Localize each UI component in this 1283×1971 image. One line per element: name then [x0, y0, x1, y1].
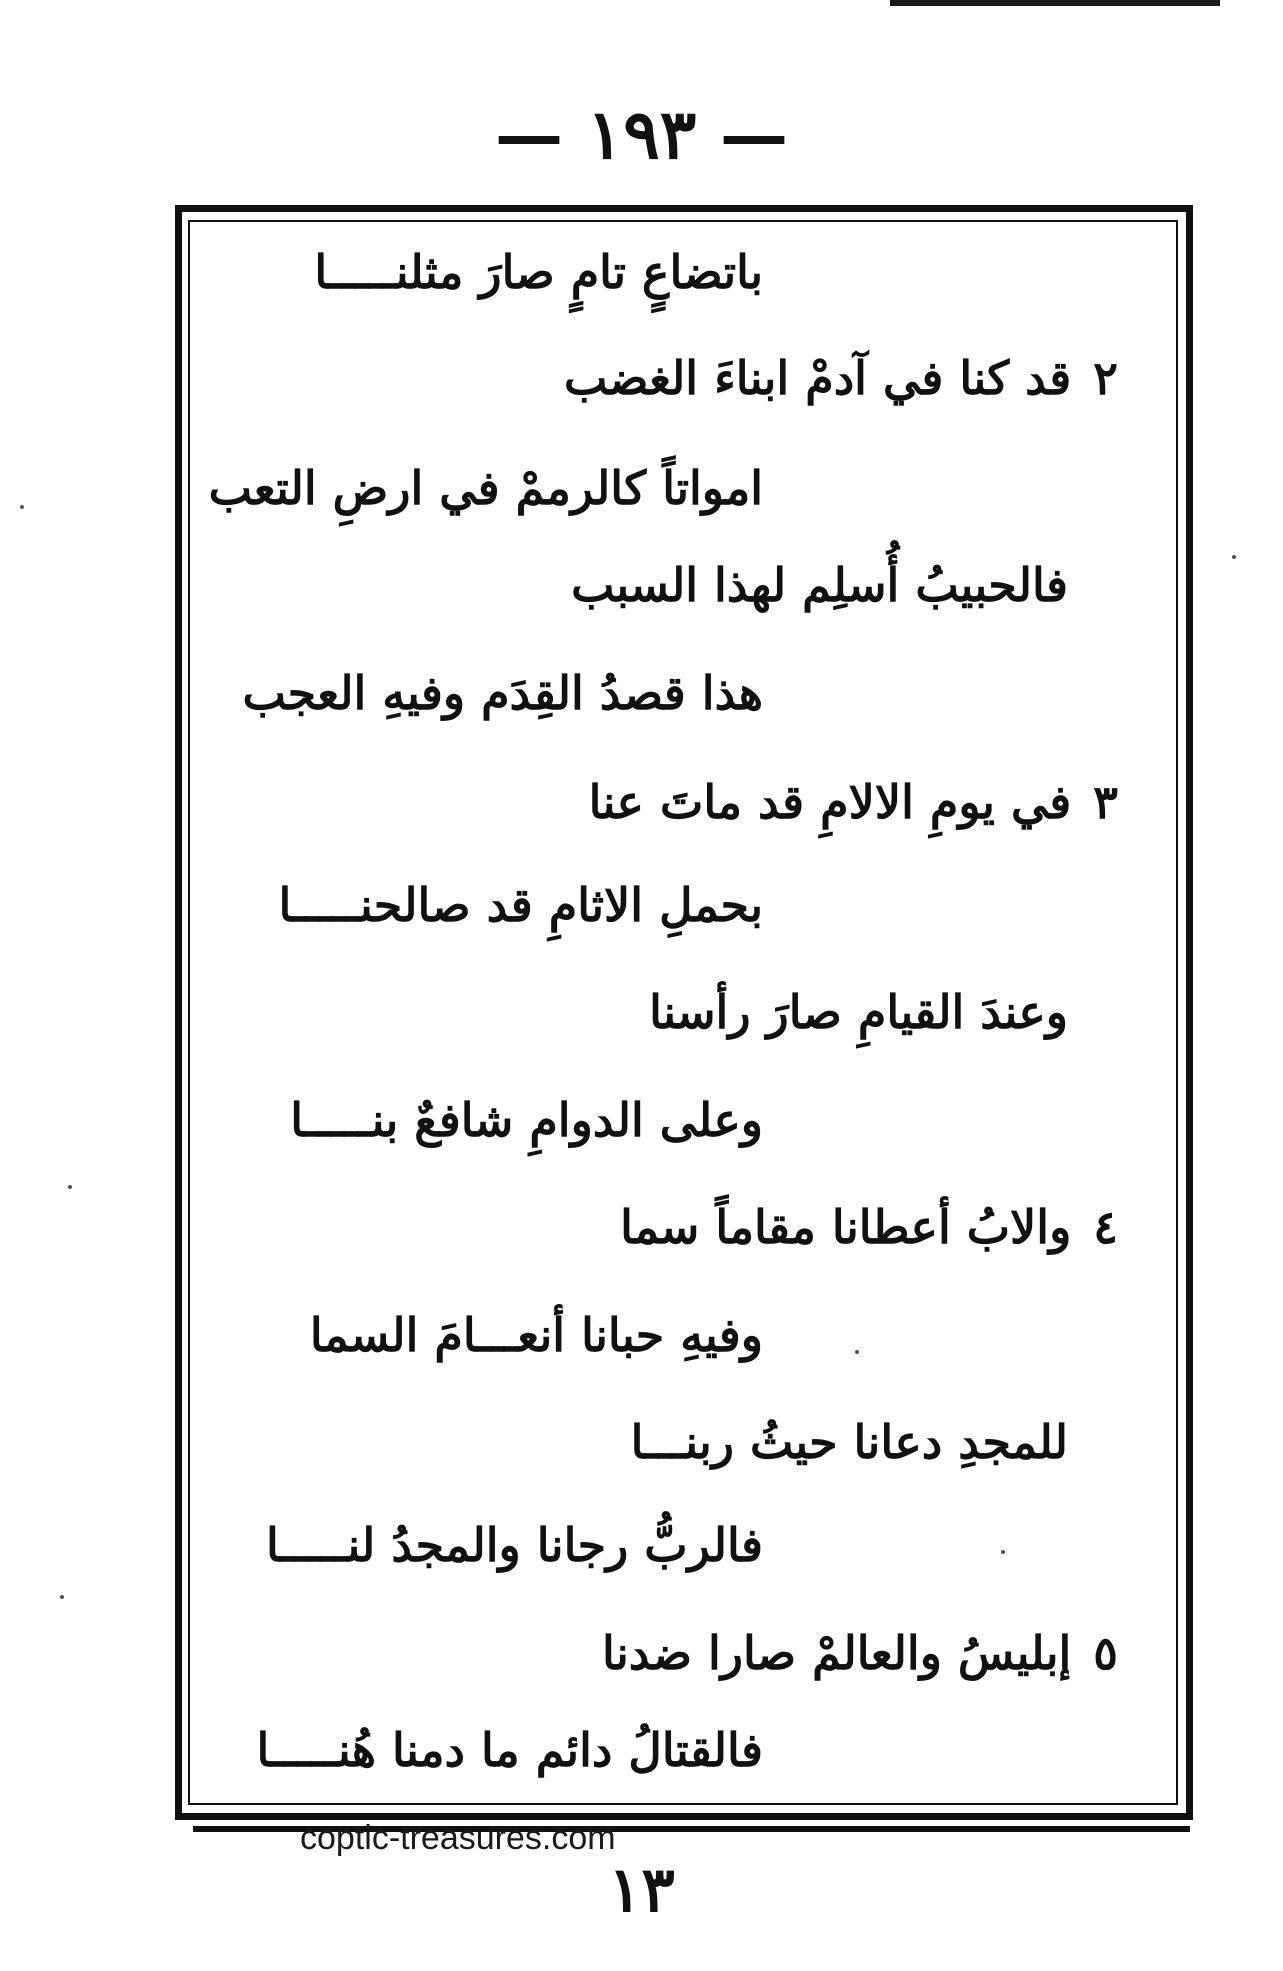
- verse-number: ٢: [1093, 351, 1118, 405]
- verse-text: وفيهِ حبانا أنعـــامَ السما: [309, 1308, 763, 1362]
- verse-number: ٥: [1093, 1626, 1118, 1680]
- verse-text: فالحبيبُ أُسلِم لهذا السبب: [571, 558, 1068, 612]
- verse-line: [279, 875, 763, 935]
- verse-text: وعندَ القيامِ صارَ رأسنا: [649, 985, 1068, 1039]
- verse-text: إبليسُ والعالمْ صارا ضدنا: [601, 1626, 1072, 1680]
- scan-speck: [68, 1185, 72, 1189]
- verse-line: [564, 348, 1118, 408]
- verse-line: [314, 242, 763, 302]
- verse-text: امواتاً كالرممْ في ارضِ التعب: [208, 461, 763, 515]
- verse-line: [589, 772, 1118, 832]
- verse-text: وعلى الدوامِ شافعٌ بنـــــا: [290, 1093, 763, 1147]
- verse-text: باتضاعٍ تامٍ صارَ مثلنـــــا: [314, 245, 763, 299]
- scan-speck: [1232, 555, 1236, 559]
- watermark: coptic-treasures.com: [300, 1819, 616, 1857]
- page-number: ١٣: [608, 1853, 675, 1926]
- scan-speck: [60, 1595, 64, 1599]
- verse-text: والابُ أعطانا مقاماً سما: [620, 1200, 1072, 1254]
- verse-text: بحملِ الاثامِ قد صالحنـــــا: [278, 878, 763, 932]
- verse-line: [620, 1197, 1118, 1257]
- verse-line: [602, 1623, 1118, 1683]
- verse-line: [310, 1305, 763, 1365]
- verse-line: [256, 1720, 763, 1780]
- verse-text: قد كنا في آدمْ ابناءَ الغضب: [564, 351, 1072, 405]
- verse-line: [571, 555, 1068, 615]
- verse-number: ٤: [1093, 1200, 1118, 1254]
- verse-text: فالقتالُ دائم ما دمنا هُنـــــا: [256, 1723, 763, 1777]
- verse-line: [631, 1412, 1068, 1472]
- top-edge-rule: [890, 0, 1220, 6]
- page-header: — ١٩٣ —: [495, 95, 788, 175]
- verse-line: [290, 1090, 763, 1150]
- verse-number: ٣: [1093, 775, 1118, 829]
- verse-text: فالربُّ رجانا والمجدُ لنـــــا: [266, 1518, 763, 1572]
- verse-line: [649, 982, 1068, 1042]
- scan-speck: [855, 1350, 859, 1354]
- verse-line: [209, 458, 763, 518]
- verse-line: [242, 663, 763, 723]
- scan-speck: [1001, 1550, 1005, 1554]
- verse-text: هذا قصدُ القِدَم وفيهِ العجب: [242, 666, 763, 720]
- scan-speck: [20, 505, 24, 509]
- verse-text: للمجدِ دعانا حيثُ ربنـــا: [630, 1415, 1068, 1469]
- verse-line: [266, 1515, 763, 1575]
- verse-text: في يومِ الالامِ قد ماتَ عنا: [588, 775, 1072, 829]
